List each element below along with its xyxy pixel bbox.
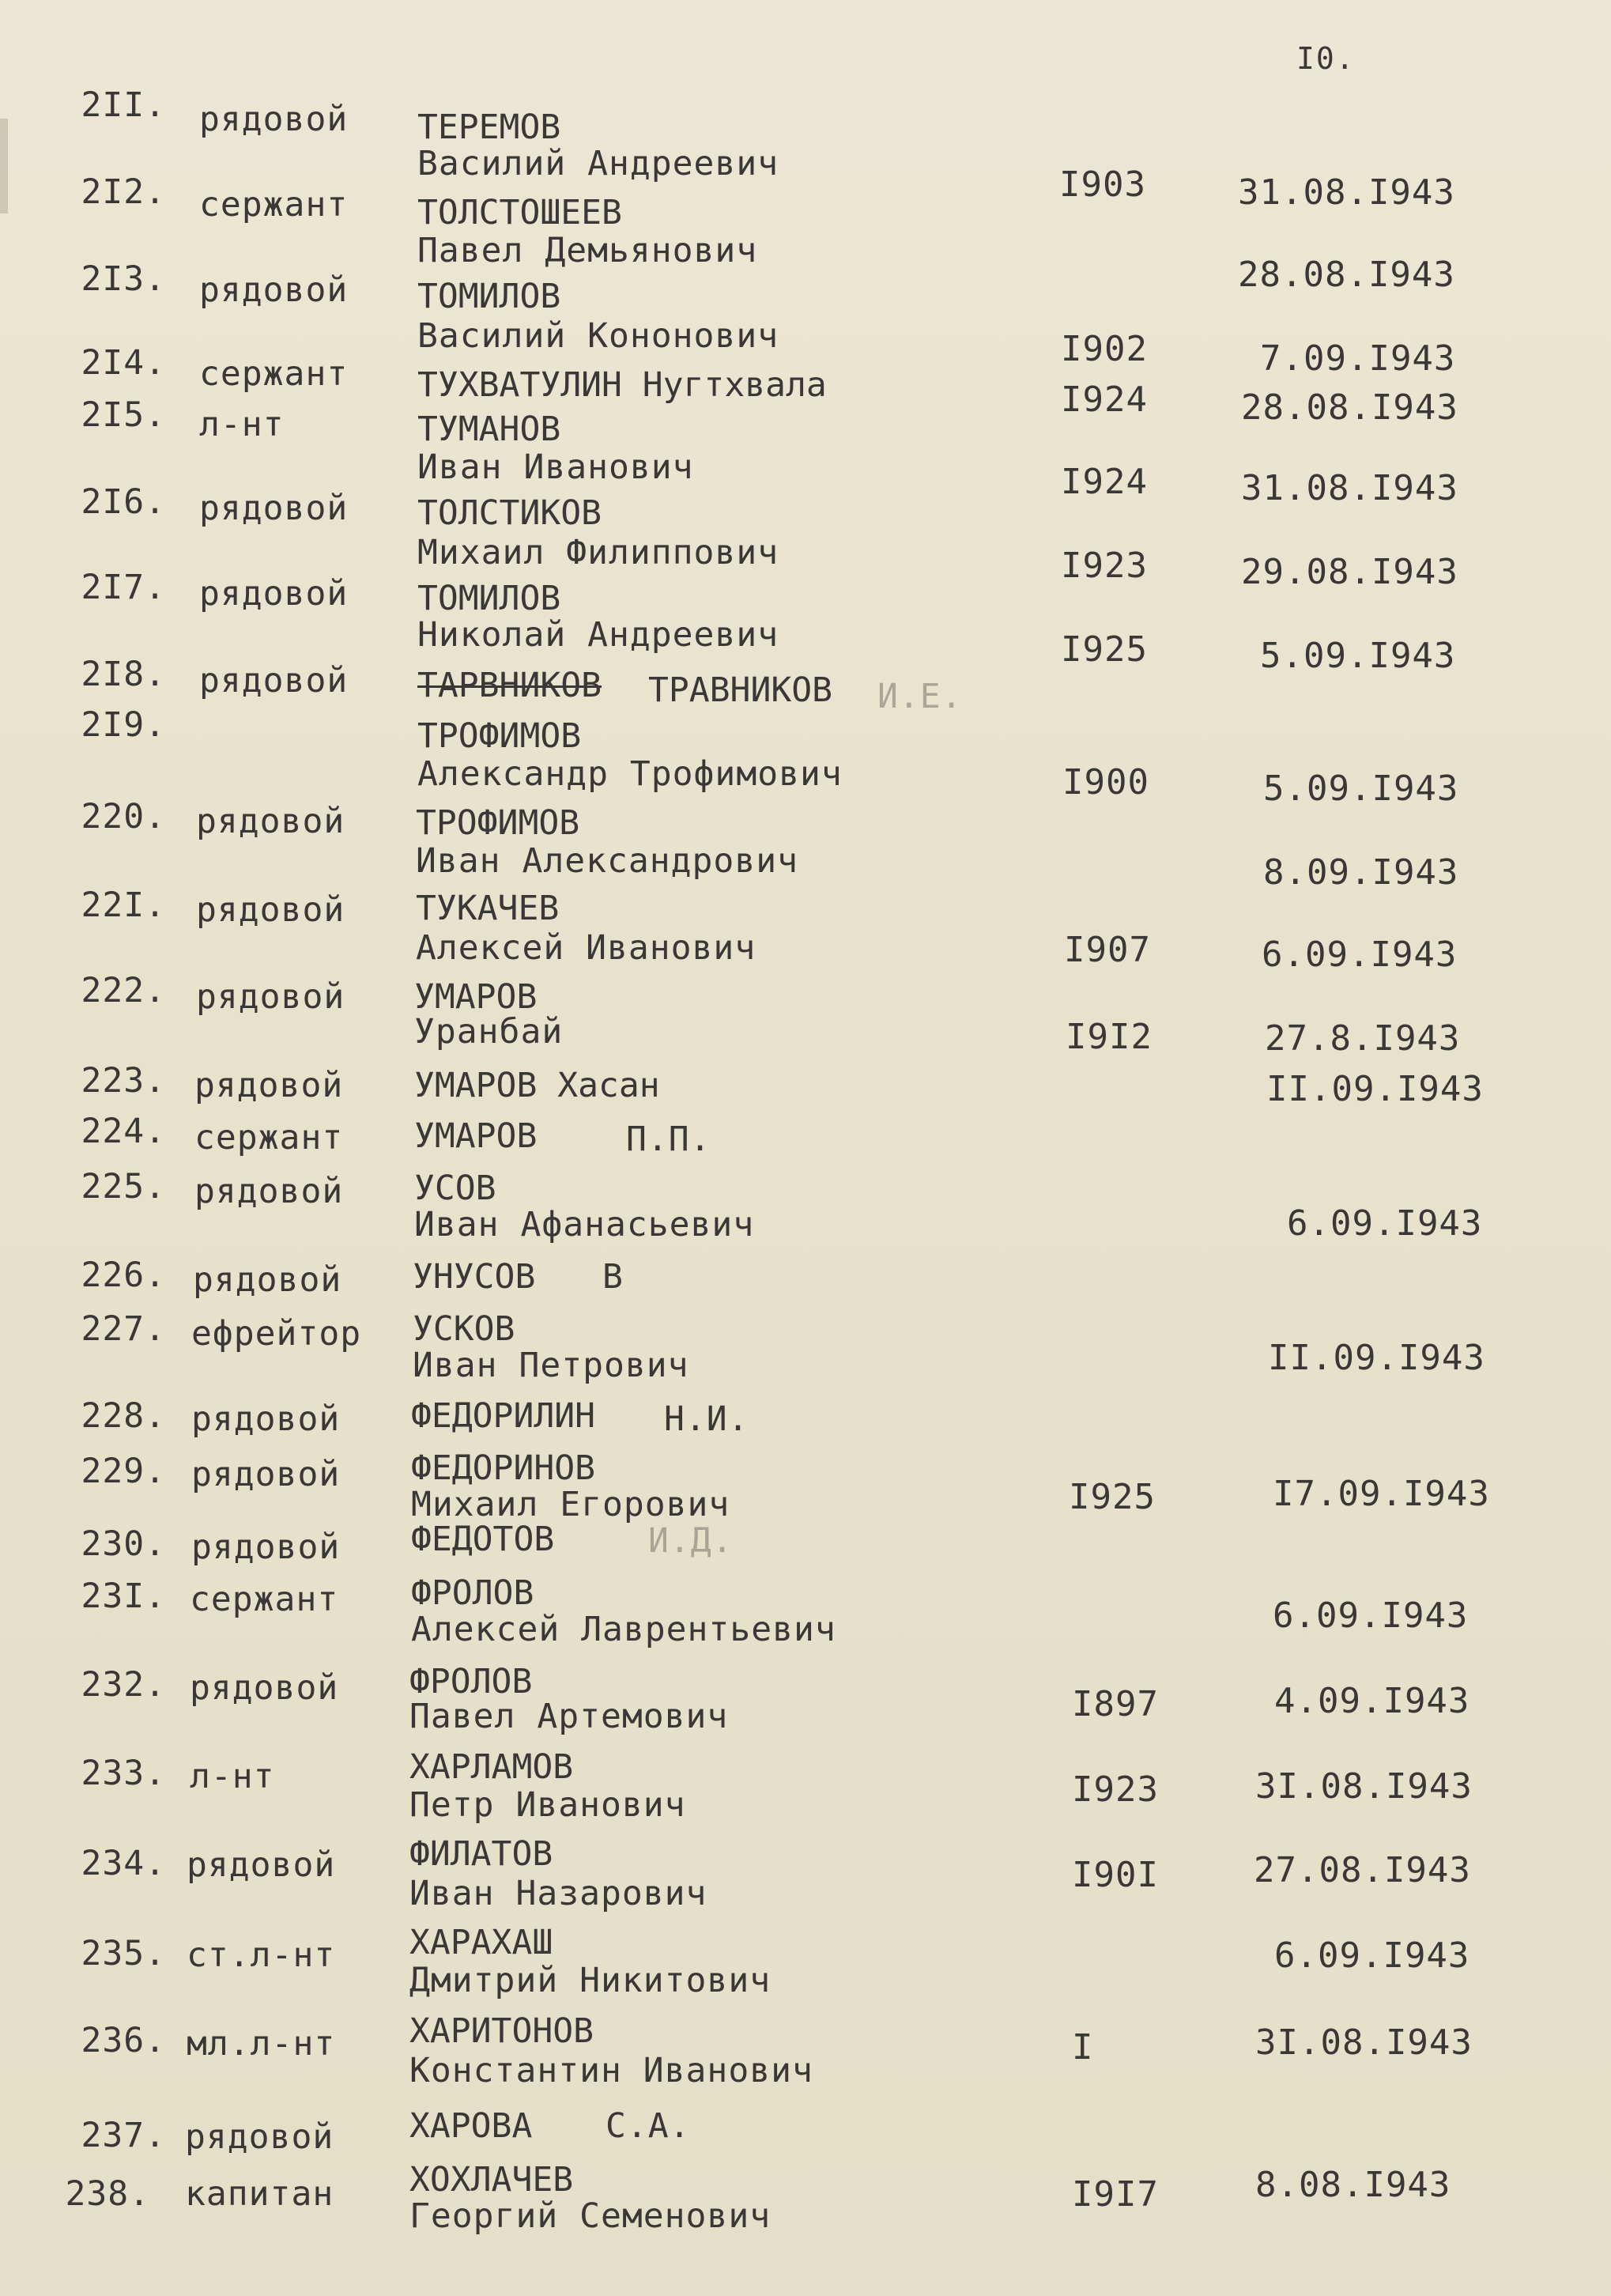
entry-given-name: Александр Трофимович xyxy=(417,754,843,794)
entry-number: 223. xyxy=(81,1061,166,1101)
entry-rank: мл.л-нт xyxy=(187,2024,336,2064)
entry-given-name: Константин Иванович xyxy=(409,2051,813,2090)
entry-given-name: Николай Андреевич xyxy=(417,615,779,655)
entry-number: 232. xyxy=(81,1665,166,1705)
entry-rank: рядовой xyxy=(191,1528,341,1567)
entry-rank: рядовой xyxy=(185,2117,334,2157)
entry-date: II.09.I943 xyxy=(1268,1338,1485,1378)
entry-given-name: Василий Андреевич xyxy=(417,144,779,183)
entry-rank: рядовой xyxy=(196,977,345,1017)
entry-surname: ТОМИЛОВ xyxy=(417,579,561,618)
entry-surname: ХАРОВА xyxy=(409,2106,533,2146)
entry-given-name: Иван Иванович xyxy=(417,447,694,487)
entry-given-name: Георгий Семенович xyxy=(409,2196,772,2236)
entry-rank: сержант xyxy=(199,354,349,394)
entry-number: 233. xyxy=(81,1754,166,1793)
entry-date: 5.09.I943 xyxy=(1260,636,1456,676)
entry-surname: ТРАВНИКОВ xyxy=(648,670,832,710)
entry-number: 2I7. xyxy=(81,568,166,607)
entry-given-name: Уранбай xyxy=(414,1012,564,1052)
entry-birth-year: I925 xyxy=(1069,1477,1156,1517)
entry-surname: ТУКАЧЕВ xyxy=(416,889,560,928)
entry-given-name: Иван Назарович xyxy=(409,1874,707,1913)
entry-date: 5.09.I943 xyxy=(1263,768,1459,809)
entry-initials: П.П. xyxy=(626,1120,711,1159)
entry-number: 235. xyxy=(81,1934,166,1973)
entry-surname: УМАРОВ xyxy=(414,1116,538,1156)
entry-number: 2I3. xyxy=(81,259,166,299)
entry-date: 27.8.I943 xyxy=(1265,1018,1461,1059)
entry-surname: ХАРЛАМОВ xyxy=(409,1747,574,1787)
entry-given-name: Иван Петрович xyxy=(413,1346,689,1385)
entry-initials: С.А. xyxy=(606,2106,691,2146)
entry-initials: Н.И. xyxy=(664,1399,749,1439)
entry-birth-year: I9I2 xyxy=(1066,1017,1153,1057)
entry-surname: ТУХВАТУЛИН Нугтхвала xyxy=(417,365,827,405)
entry-rank: рядовой xyxy=(191,1399,341,1439)
entry-number: 2I2. xyxy=(81,172,166,212)
entry-birth-year: I xyxy=(1072,2027,1094,2068)
entry-rank: рядовой xyxy=(196,802,345,841)
entry-date: II.09.I943 xyxy=(1266,1069,1484,1109)
entry-number: 2I4. xyxy=(81,343,166,383)
entry-surname: ХОХЛАЧЕВ xyxy=(409,2160,574,2200)
entry-number: 237. xyxy=(81,2116,166,2155)
entry-given-name: Михаил Егорович xyxy=(411,1485,730,1524)
entry-rank: рядовой xyxy=(199,661,349,701)
entry-surname: УМАРОВ Хасан xyxy=(414,1066,660,1105)
entry-surname: ТРОФИМОВ xyxy=(417,716,582,756)
entry-rank: капитан xyxy=(185,2174,334,2214)
entry-rank: л-нт xyxy=(199,405,285,444)
entry-surname: ФЕДОРИНОВ xyxy=(411,1448,595,1488)
entry-birth-year: I925 xyxy=(1061,629,1148,670)
entry-rank: сержант xyxy=(199,185,349,225)
entry-given-name: Иван Афанасьевич xyxy=(414,1205,755,1244)
entry-given-name: Алексей Лаврентьевич xyxy=(411,1610,836,1649)
entry-surname: ТРОФИМОВ xyxy=(416,803,580,843)
entry-number: 227. xyxy=(81,1309,166,1349)
entry-date: 3I.08.I943 xyxy=(1255,2022,1473,2063)
entry-number: 228. xyxy=(81,1396,166,1436)
entry-date: 6.09.I943 xyxy=(1262,935,1458,975)
entry-initials: В xyxy=(602,1257,624,1297)
entry-rank: рядовой xyxy=(194,1172,344,1211)
entry-birth-year: I902 xyxy=(1061,329,1148,369)
entry-given-name: Павел Артемович xyxy=(409,1697,729,1736)
entry-given-name: Михаил Филиппович xyxy=(417,533,779,572)
entry-rank: ефрейтор xyxy=(191,1314,362,1354)
entry-given-name: Петр Иванович xyxy=(409,1785,686,1825)
entry-surname: ФЕДОТОВ xyxy=(411,1520,555,1559)
entry-surname: УСКОВ xyxy=(413,1309,515,1349)
entry-number: 234. xyxy=(81,1844,166,1883)
entry-surname: ТОЛСТИКОВ xyxy=(417,493,602,533)
entry-rank: рядовой xyxy=(196,890,345,930)
entry-date: I7.09.I943 xyxy=(1273,1474,1490,1514)
entry-rank: рядовой xyxy=(193,1260,342,1300)
entry-surname: ФРОЛОВ xyxy=(411,1573,534,1613)
entry-initials: И.Д. xyxy=(648,1521,734,1561)
entry-date: 28.08.I943 xyxy=(1241,387,1458,428)
entry-given-name: Павел Демьянович xyxy=(417,231,758,270)
entry-date: 4.09.I943 xyxy=(1274,1681,1470,1721)
entry-birth-year: I903 xyxy=(1059,164,1146,205)
entry-birth-year: I90I xyxy=(1072,1855,1159,1895)
entry-surname: ХАРАХАШ xyxy=(409,1923,553,1962)
entry-number: 225. xyxy=(81,1167,166,1207)
entry-surname: УНУСОВ xyxy=(413,1257,536,1297)
entry-date: 8.08.I943 xyxy=(1255,2165,1451,2205)
entry-birth-year: I9I7 xyxy=(1072,2174,1159,2215)
entry-number: 23I. xyxy=(81,1577,166,1616)
entry-date: 6.09.I943 xyxy=(1274,1935,1470,1976)
entry-date: 6.09.I943 xyxy=(1273,1595,1469,1636)
entry-number: 2I5. xyxy=(81,395,166,435)
entry-date: 28.08.I943 xyxy=(1238,255,1455,295)
entry-rank: сержант xyxy=(194,1118,344,1157)
entry-rank: рядовой xyxy=(199,574,349,614)
entry-number: 230. xyxy=(81,1524,166,1564)
entry-rank: рядовой xyxy=(187,1845,336,1885)
entry-rank: рядовой xyxy=(199,270,349,310)
entry-surname: ТУМАНОВ xyxy=(417,410,561,449)
entry-number: 226. xyxy=(81,1256,166,1295)
entry-date: 6.09.I943 xyxy=(1287,1203,1483,1244)
entry-rank: рядовой xyxy=(194,1066,344,1105)
entry-birth-year: I907 xyxy=(1064,930,1151,970)
entry-number: 2I6. xyxy=(81,482,166,522)
entry-date: 3I.08.I943 xyxy=(1255,1766,1473,1807)
entry-number: 222. xyxy=(81,971,166,1010)
entry-birth-year: I900 xyxy=(1062,762,1149,802)
entry-given-name: Иван Александрович xyxy=(416,841,798,881)
entry-surname: ХАРИТОНОВ xyxy=(409,2011,594,2051)
entry-birth-year: I923 xyxy=(1072,1769,1159,1810)
entry-date: 7.09.I943 xyxy=(1260,338,1456,379)
entry-rank: рядовой xyxy=(190,1668,339,1708)
entry-rank: ст.л-нт xyxy=(187,1935,336,1975)
entry-surname: УСОВ xyxy=(414,1169,496,1208)
entry-rank: рядовой xyxy=(199,489,349,528)
entry-surname-struck: ТАРВНИКОВ xyxy=(417,666,602,705)
entry-birth-year: I923 xyxy=(1061,546,1148,586)
entry-surname: ТОЛСТОШЕЕВ xyxy=(417,193,622,232)
entry-initials: И.Е. xyxy=(877,677,963,716)
entry-rank: рядовой xyxy=(199,100,349,139)
entry-number: 229. xyxy=(81,1452,166,1491)
entry-number: 22I. xyxy=(81,886,166,925)
entry-rank: сержант xyxy=(190,1580,339,1619)
entry-given-name: Алексей Иванович xyxy=(416,928,756,968)
entry-surname: ФИЛАТОВ xyxy=(409,1834,553,1874)
entry-number: 238. xyxy=(65,2174,150,2214)
entry-surname: ФЕДОРИЛИН xyxy=(411,1396,595,1436)
entry-number: 2II. xyxy=(81,85,166,125)
entry-rank: рядовой xyxy=(191,1455,341,1494)
entry-number: 2I8. xyxy=(81,655,166,694)
entry-surname: ТОМИЛОВ xyxy=(417,277,561,316)
paper-edge-mark xyxy=(0,119,8,213)
entry-surname: ФРОЛОВ xyxy=(409,1662,533,1701)
entry-given-name: Василий Кононович xyxy=(417,316,779,356)
entry-number: 224. xyxy=(81,1112,166,1151)
entry-surname: ТЕРЕМОВ xyxy=(417,108,561,147)
entry-given-name: Дмитрий Никитович xyxy=(409,1961,772,2000)
entry-date: 8.09.I943 xyxy=(1263,852,1459,893)
entry-date: 31.08.I943 xyxy=(1238,172,1455,213)
entry-number: 236. xyxy=(81,2021,166,2060)
entry-birth-year: I924 xyxy=(1061,380,1148,420)
entry-date: 29.08.I943 xyxy=(1241,552,1458,592)
entry-birth-year: I924 xyxy=(1061,462,1148,502)
entry-number: 2I9. xyxy=(81,705,166,745)
entry-date: 31.08.I943 xyxy=(1241,468,1458,508)
entry-rank: л-нт xyxy=(190,1757,275,1796)
entry-number: 220. xyxy=(81,797,166,836)
entry-surname: УМАРОВ xyxy=(414,977,538,1017)
entry-birth-year: I897 xyxy=(1072,1684,1159,1724)
page-number: I0. xyxy=(1296,41,1356,76)
entry-date: 27.08.I943 xyxy=(1254,1850,1471,1890)
